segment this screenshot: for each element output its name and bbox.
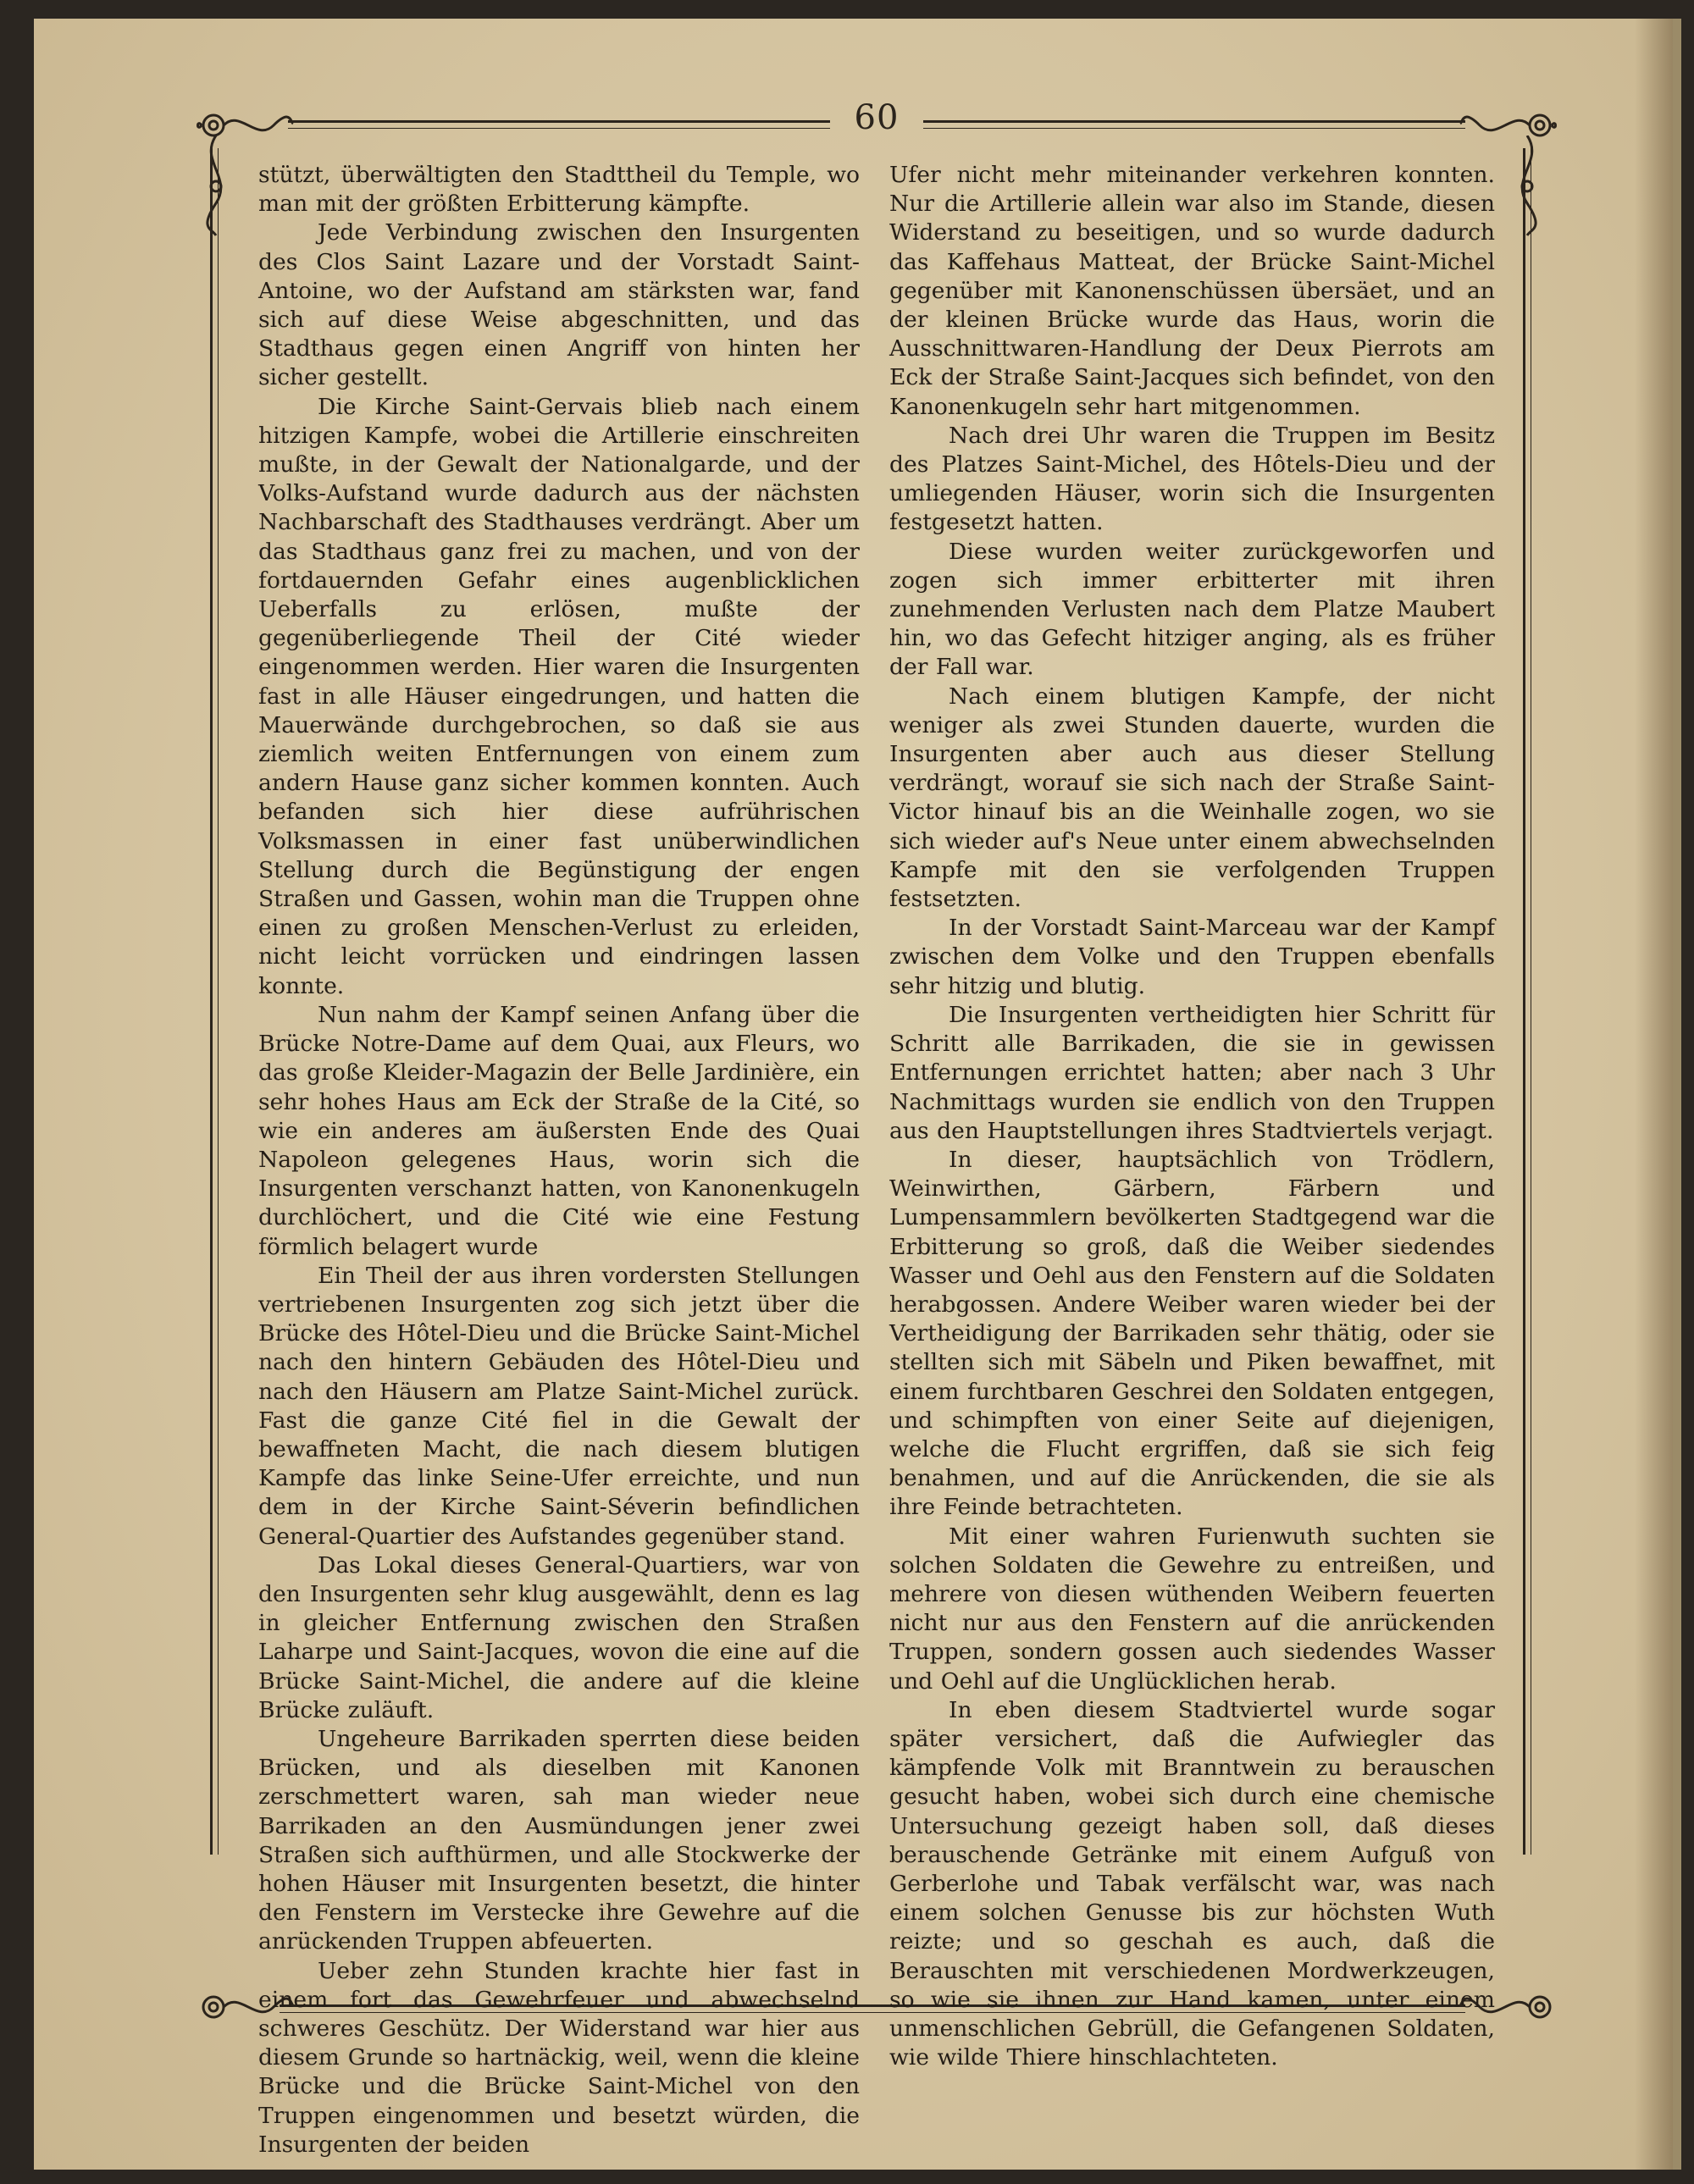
header-rule-right	[923, 120, 1465, 129]
right-border-rule	[1523, 148, 1531, 1855]
paragraph: Ueber zehn Stunden krachte hier fast in einem fort das Gewehrfeuer und abwechselnd schweres Geschütz. Der Widerstand war hier aus diesem Grunde so hartnäckig, weil, wenn die kleine Brücke und die Brücke Saint-Michel von den Truppen eingenommen und besetzt würden, die Insurgenten der beiden	[258, 1957, 860, 2158]
paragraph: Ein Theil der aus ihren vordersten Stellungen vertriebenen Insurgenten zog sich jetzt über die Brücke des Hôtel-Dieu und die Brücke Saint-Michel nach den hintern Gebäuden des Hôtel-Dieu und nach den Häusern am Platze Saint-Michel zurück. Fast die ganze Cité fiel in die Gewalt der bewaffneten Macht, die nach diesem blutigen Kampfe das linke Seine-Ufer erreichte, und nun dem in der Kirche Saint-Séverin befindlichen General-Quartier des Aufstandes gegenüber stand.	[258, 1262, 860, 1550]
paragraph: Jede Verbindung zwischen den Insurgenten des Clos Saint Lazare und der Vorstadt Saint-Antoine, wo der Aufstand am stärksten war, fand sich auf diese Weise abgeschnitten, und das Stadthaus gegen einen Angriff von hinten her sicher gestellt.	[258, 219, 860, 391]
paragraph: stützt, überwältigten den Stadttheil du Temple, wo man mit der größten Erbitterung kämpfte.	[258, 162, 860, 218]
paragraph: Ungeheure Barrikaden sperrten diese beiden Brücken, und als dieselben mit Kanonen zerschmettert waren, sah man wieder neue Barrikaden an den Ausmündungen jener zwei Straßen sich aufthürmen, und alle Stockwerke der hohen Häuser mit Insurgenten besetzt, die hinter den Fenstern im Verstecke ihre Gewehre auf die anrückenden Truppen abfeuerten.	[258, 1725, 860, 1955]
paragraph: Die Insurgenten vertheidigten hier Schritt für Schritt alle Barrikaden, die sie in gewissen Entfernungen errichtet hatten; aber nach 3 Uhr Nachmittags wurden sie endlich von den Truppen aus den Hauptstellungen ihres Stadtviertels verjagt.	[889, 1001, 1495, 1144]
header-rule-left	[288, 120, 830, 129]
text-column-left	[258, 161, 860, 2159]
paragraph: Nach einem blutigen Kampfe, der nicht weniger als zwei Stunden dauerte, wurden die Insurgenten aber auch aus dieser Stellung verdrängt, worauf sie sich nach der Straße Saint-Victor hinauf bis an die Weinhalle zogen, wo sie sich wieder auf's Neue unter einem abwechselnden Kampfe mit den sie verfolgenden Truppen festsetzten.	[889, 683, 1495, 913]
paragraph: In dieser, hauptsächlich von Trödlern, Weinwirthen, Gärbern, Färbern und Lumpensammlern bevölkerten Stadtgegend war die Erbitterung so groß, daß die Weiber siedendes Wasser und Oehl aus den Fenstern auf die Soldaten herabgossen. Andere Weiber waren wieder bei der Vertheidigung der Barrikaden sehr thätig, oder sie stellten sich mit Säbeln und Piken bewaffnet, mit einem furchtbaren Geschrei den Soldaten entgegen, und schimpften von einer Seite auf diejenigen, welche die Flucht ergriffen, daß sie sich feig benahmen, und auf die Anrückenden, die sie als ihre Feinde betrachteten.	[889, 1146, 1495, 1521]
page-number: 60	[854, 98, 900, 137]
ornament-right-scroll-icon	[1506, 135, 1548, 237]
paragraph: Nun nahm der Kampf seinen Anfang über die Brücke Notre-Dame auf dem Quai, aux Fleurs, wo das große Kleider-Magazin der Belle Jardinière, ein sehr hohes Haus am Eck der Straße de la Cité, so wie ein anderes am äußersten Ende des Quai Napoleon gelegenes Haus, worin sich die Insurgenten verschanzt hatten, von Kanonenkugeln durchlöchert, und die Cité wie eine Festung förmlich belagert wurde	[258, 1001, 860, 1260]
paragraph: Mit einer wahren Furienwuth suchten sie solchen Soldaten die Gewehre zu entreißen, und mehrere von diesen wüthenden Weibern feuerten nicht nur aus den Fenstern auf die anrückenden Truppen, sondern gossen auch siedendes Wasser und Oehl auf die Unglücklichen herab.	[889, 1523, 1495, 1695]
page-edge-shadow	[1635, 19, 1673, 2170]
paragraph: Nach drei Uhr waren die Truppen im Besitz des Platzes Saint-Michel, des Hôtels-Dieu und der umliegenden Häuser, worin sich die Insurgenten festgesetzt hatten.	[889, 422, 1495, 536]
left-border-rule	[210, 148, 219, 1855]
ornament-left-scroll-icon	[195, 135, 237, 237]
paragraph: In eben diesem Stadtviertel wurde sogar später versichert, daß die Aufwiegler das kämpfende Volk mit Branntwein zu berauschen gesucht haben, wobei sich durch eine chemische Untersuchung gezeigt haben soll, daß dieses berauschende Getränke mit einem Aufguß von Gerberlohe und Tabak verfälscht war, was nach einem solchen Genusse bis zur höchsten Wuth reizte; und so geschah es auch, daß die Berauschten mit verschiedenen Mordwerkzeugen, so wie sie ihnen zur Hand kamen, unter einem unmenschlichen Gebrüll, die Gefangenen Soldaten, wie wilde Thiere hinschlachteten.	[889, 1696, 1495, 2071]
text-column-right	[889, 161, 1495, 2072]
paragraph: Das Lokal dieses General-Quartiers, war von den Insurgenten sehr klug ausgewählt, denn es lag in gleicher Entfernung zwischen den Straßen Laharpe und Saint-Jacques, wovon die eine auf die Brücke Saint-Michel, die andere auf die kleine Brücke zuläuft.	[258, 1551, 860, 1723]
paragraph: Diese wurden weiter zurückgeworfen und zogen sich immer erbitterter mit ihren zunehmenden Verlusten nach dem Platze Maubert hin, wo das Gefecht hitziger anging, als es früher der Fall war.	[889, 538, 1495, 681]
paragraph: Ufer nicht mehr miteinander verkehren konnten. Nur die Artillerie allein war also im Stande, diesen Widerstand zu beseitigen, und so wurde dadurch das Kaffehaus Matteat, der Brücke Saint-Michel gegenüber mit Kanonenschüssen übersäet, und an der kleinen Brücke wurde das Haus, worin die Ausschnittwaren-Handlung der Deux Pierrots am Eck der Straße Saint-Jacques sich befindet, von den Kanonenkugeln sehr hart mitgenommen.	[889, 162, 1495, 420]
paragraph: Die Kirche Saint-Gervais blieb nach einem hitzigen Kampfe, wobei die Artillerie einschreiten mußte, in der Gewalt der Nationalgarde, und der Volks-Aufstand wurde dadurch aus der nächsten Nachbarschaft des Stadthauses verdrängt. Aber um das Stadthaus ganz frei zu machen, und von der fortdauernden Gefahr eines augenblicklichen Ueberfalls zu erlösen, mußte der gegenüberliegende Theil der Cité wieder eingenommen werden. Hier waren die Insurgenten fast in alle Häuser eingedrungen, und hatten die Mauerwände durchgebrochen, so daß sie aus ziemlich weiten Entfernungen von einem zum andern Hause ganz sicher kommen konnten. Auch befanden sich hier diese aufrührischen Volksmassen in einer fast unüberwindlichen Stellung durch die Begünstigung der engen Straßen und Gassen, wohin man die Truppen ohne einen zu großen Menschen-Verlust zu erleiden, nicht leicht vorrücken und eindringen lassen konnte.	[258, 393, 860, 999]
paragraph: In der Vorstadt Saint-Marceau war der Kampf zwischen dem Volke und den Truppen ebenfalls sehr hitzig und blutig.	[889, 915, 1495, 999]
